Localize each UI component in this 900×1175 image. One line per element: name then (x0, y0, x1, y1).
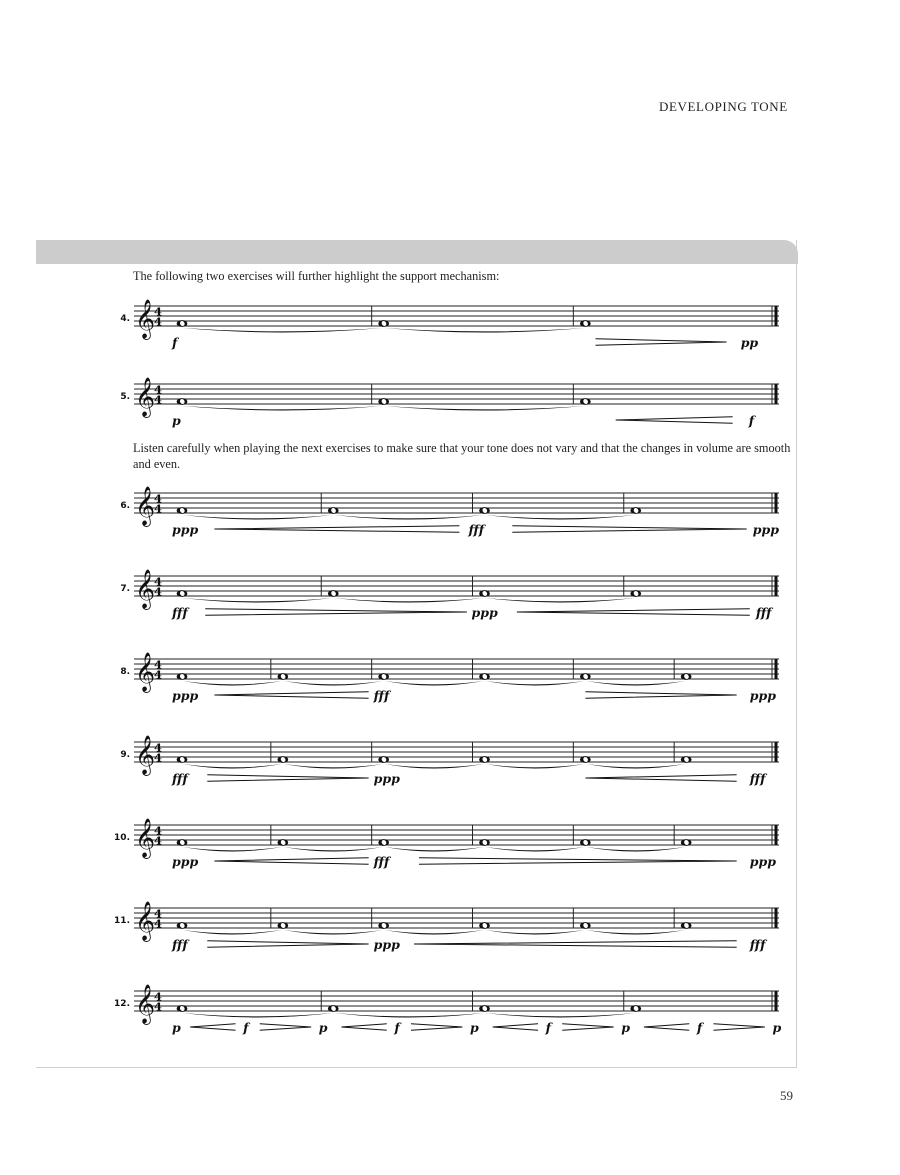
dynamic-marking: f (748, 413, 755, 428)
crescendo-hairpin (585, 775, 736, 781)
time-signature-top: 4 (153, 304, 163, 319)
tie (183, 764, 282, 769)
exercise-number: 7. (120, 584, 130, 594)
dynamic-marking: p (621, 1020, 630, 1035)
dynamic-marking: ppp (373, 771, 400, 786)
exercise-number: 10. (114, 833, 130, 843)
treble-clef-icon: 𝄞 (135, 735, 156, 775)
dynamic-marking: p (172, 413, 181, 428)
tie (183, 598, 332, 603)
exercise-number: 4. (120, 314, 130, 324)
diminuendo-hairpin (713, 1024, 764, 1030)
dynamic-marking: f (696, 1020, 703, 1035)
tie (183, 930, 282, 935)
tie (385, 406, 585, 411)
exercise-number: 11. (114, 916, 130, 926)
tie (183, 328, 383, 333)
time-signature-bottom: 4 (153, 750, 163, 765)
running-header: DEVELOPING TONE (659, 99, 788, 114)
diminuendo-hairpin (205, 609, 467, 615)
time-signature-top: 4 (153, 382, 163, 397)
crescendo-hairpin (644, 1024, 689, 1030)
dynamic-marking: fff (373, 688, 390, 703)
tie (385, 764, 484, 769)
tie (486, 764, 585, 769)
tie (385, 847, 484, 852)
dynamic-marking: ppp (172, 854, 199, 869)
time-signature-bottom: 4 (153, 501, 163, 516)
intro-paragraph-1: The following two exercises will further highlight the support mechanism: (133, 269, 500, 283)
tie (486, 515, 635, 520)
exercise-6 (120, 486, 779, 537)
time-signature-top: 4 (153, 740, 163, 755)
exercise-7 (120, 569, 779, 620)
dynamic-marking: f (243, 1020, 249, 1035)
dynamic-marking: fff (749, 937, 766, 952)
tie (284, 930, 383, 935)
time-signature-bottom: 4 (153, 314, 163, 329)
exercise-11 (114, 901, 779, 952)
diminuendo-hairpin (562, 1024, 613, 1030)
tie (385, 930, 484, 935)
tie (586, 930, 685, 935)
tie (486, 847, 585, 852)
tie (586, 764, 685, 769)
diminuendo-hairpin (260, 1024, 311, 1030)
treble-clef-icon: 𝄞 (135, 377, 156, 417)
tie (586, 847, 685, 852)
dynamic-marking: f (172, 335, 178, 350)
exercise-number: 9. (120, 750, 130, 760)
time-signature-bottom: 4 (153, 916, 163, 931)
diminuendo-hairpin (512, 526, 746, 532)
tie (183, 406, 383, 411)
dynamic-marking: p (772, 1020, 782, 1035)
diminuendo-hairpin (207, 941, 368, 947)
page-number: 59 (780, 1088, 793, 1103)
crescendo-hairpin (214, 692, 368, 698)
dynamic-marking: ppp (373, 937, 400, 952)
exercise-number: 12. (114, 999, 130, 1009)
diminuendo-hairpin (596, 339, 727, 345)
exercise-12 (114, 984, 781, 1035)
dynamic-marking: fff (755, 605, 772, 620)
tie (385, 681, 484, 686)
treble-clef-icon: 𝄞 (135, 818, 156, 858)
crescendo-hairpin (214, 858, 368, 864)
time-signature-bottom: 4 (153, 833, 163, 848)
exercise-5 (120, 377, 779, 428)
tie (284, 847, 383, 852)
dynamic-marking: ppp (752, 522, 780, 537)
dynamic-marking: fff (172, 605, 188, 620)
time-signature-bottom: 4 (153, 584, 163, 599)
dynamic-marking: ppp (749, 688, 777, 703)
dynamic-marking: p (172, 1020, 181, 1035)
crescendo-hairpin (517, 609, 750, 615)
time-signature-bottom: 4 (153, 667, 163, 682)
time-signature-top: 4 (153, 574, 163, 589)
exercise-number: 8. (120, 667, 130, 677)
tie (486, 681, 585, 686)
dynamic-marking: p (318, 1020, 328, 1035)
treble-clef-icon: 𝄞 (135, 299, 156, 339)
exercise-10 (114, 818, 779, 869)
dynamic-marking: fff (749, 771, 766, 786)
diminuendo-hairpin (419, 858, 737, 864)
tie (486, 930, 585, 935)
dynamic-marking: fff (468, 522, 485, 537)
tie (284, 681, 383, 686)
dynamic-marking: f (394, 1020, 400, 1035)
tie (183, 681, 282, 686)
dynamic-marking: ppp (172, 522, 199, 537)
crescendo-hairpin (214, 526, 459, 532)
tie (183, 847, 282, 852)
tie (334, 515, 483, 520)
exercise-9 (120, 735, 779, 786)
time-signature-bottom: 4 (153, 392, 163, 407)
treble-clef-icon: 𝄞 (135, 984, 156, 1024)
dynamic-marking: ppp (471, 605, 498, 620)
dynamic-marking: pp (740, 335, 759, 350)
crescendo-hairpin (190, 1024, 235, 1030)
crescendo-hairpin (414, 941, 737, 947)
tie (334, 1013, 483, 1018)
tie (385, 328, 585, 333)
tie (183, 515, 332, 520)
diminuendo-hairpin (411, 1024, 462, 1030)
treble-clef-icon: 𝄞 (135, 569, 156, 609)
exercise-number: 6. (120, 501, 130, 511)
time-signature-top: 4 (153, 491, 163, 506)
time-signature-bottom: 4 (153, 999, 163, 1014)
diminuendo-hairpin (585, 692, 736, 698)
tie (284, 764, 383, 769)
tie (486, 1013, 635, 1018)
crescendo-hairpin (493, 1024, 538, 1030)
exercise-4 (120, 299, 779, 350)
diminuendo-hairpin (207, 775, 368, 781)
time-signature-top: 4 (153, 906, 163, 921)
tie (183, 1013, 332, 1018)
treble-clef-icon: 𝄞 (135, 486, 156, 526)
dynamic-marking: p (469, 1020, 479, 1035)
dynamic-marking: ppp (172, 688, 199, 703)
intro-paragraph-2: Listen carefully when playing the next exercises to make sure that your tone does not vary and that the changes in volume are smooth and even. (133, 441, 791, 471)
time-signature-top: 4 (153, 989, 163, 1004)
time-signature-top: 4 (153, 657, 163, 672)
dynamic-marking: ppp (749, 854, 777, 869)
tie (486, 598, 635, 603)
tie (334, 598, 483, 603)
dynamic-marking: fff (172, 771, 188, 786)
dynamic-marking: f (545, 1020, 551, 1035)
treble-clef-icon: 𝄞 (135, 652, 156, 692)
crescendo-hairpin (341, 1024, 386, 1030)
dynamic-marking: fff (172, 937, 188, 952)
treble-clef-icon: 𝄞 (135, 901, 156, 941)
time-signature-top: 4 (153, 823, 163, 838)
tie (586, 681, 685, 686)
exercise-8 (120, 652, 779, 703)
exercise-number: 5. (120, 392, 130, 402)
dynamic-marking: fff (373, 854, 390, 869)
crescendo-hairpin (616, 417, 733, 423)
